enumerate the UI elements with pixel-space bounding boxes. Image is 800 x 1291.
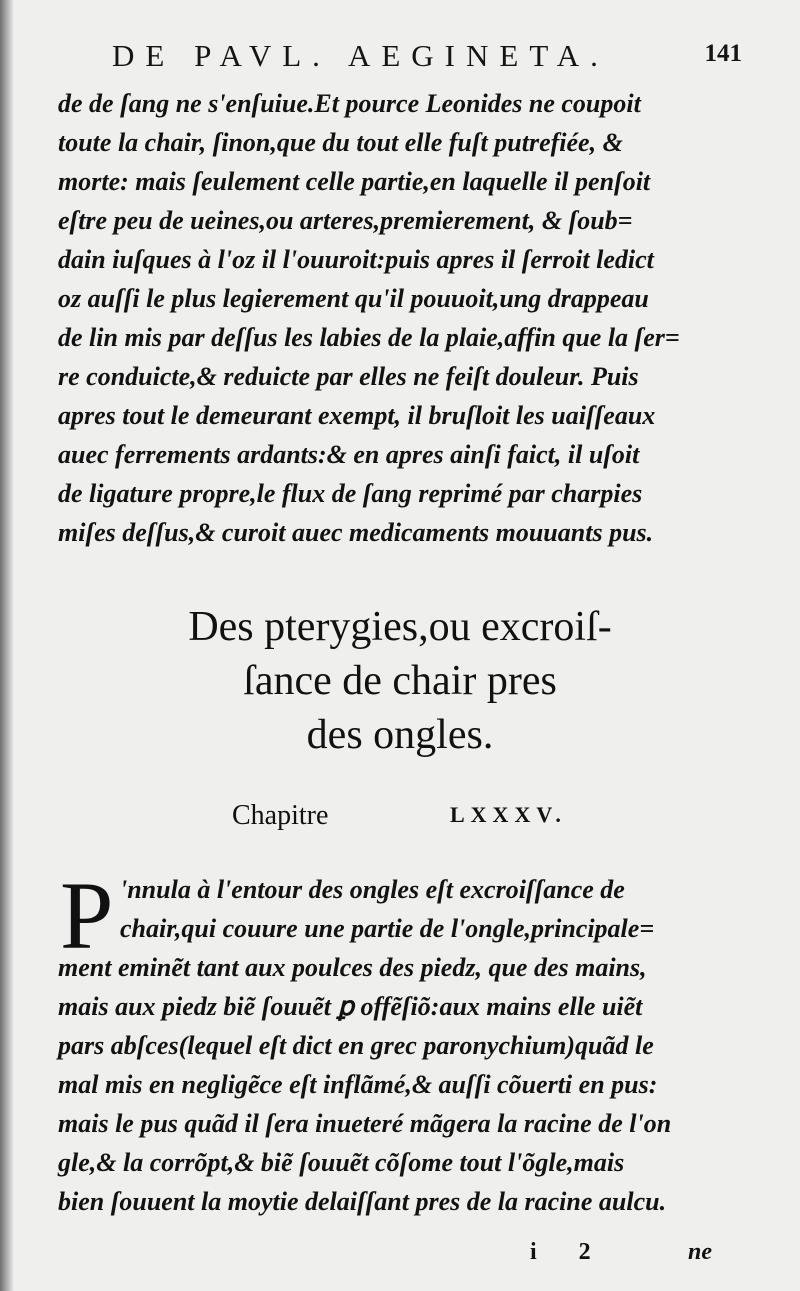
chapter-number: LXXXV. — [450, 802, 567, 827]
text-line: miſes deſſus,& curoit auec medicaments mouuants pus. — [58, 518, 654, 547]
running-head: DE PAVL. AEGINETA. — [112, 38, 609, 73]
text-line: mal mis en negligẽce eſt inflãmé,& auſſi cõuerti en pus: — [58, 1070, 658, 1099]
drop-capital: P — [60, 862, 114, 969]
body-text-bottom — [58, 862, 738, 1221]
text-line: 'nnula à l'entour des ongles eſt excroiſſance de — [120, 875, 625, 904]
section-heading — [60, 600, 740, 762]
heading-line: des ongles. — [306, 712, 494, 758]
heading-line: ſance de chair pres — [243, 658, 557, 704]
text-line: de de ſang ne s'enſuiue.Et pource Leonides ne coupoit — [58, 89, 641, 118]
page-header — [62, 38, 742, 82]
chapter-word: Chapitre — [232, 800, 329, 831]
text-line: bien ſouuent la moytie delaiſſant pres de la racine aulcu. — [58, 1187, 667, 1216]
text-line: toute la chair, ſinon,que du tout elle fuſt putrefiée, & — [58, 128, 623, 157]
text-line: de lin mis par deſſus les labies de la plaie,affin que la ſer= — [58, 323, 680, 352]
page-number: 141 — [704, 40, 742, 67]
text-line: auec ferrements ardants:& en apres ainſi faict, il uſoit — [58, 440, 640, 469]
text-line: morte: mais ſeulement celle partie,en laquelle il penſoit — [58, 167, 651, 196]
heading-line: Des pterygies,ou excroiſ- — [188, 604, 612, 650]
body-text-top — [58, 84, 738, 552]
text-line: apres tout le demeurant exempt, il bruſloit les uaiſſeaux — [58, 401, 656, 430]
signature-mark: i 2 — [530, 1239, 609, 1265]
text-line: gle,& la corrõpt,& biẽ ſouuẽt cõſome tout l'õgle,mais — [58, 1148, 625, 1177]
text-line: pars abſces(lequel eſt dict en grec paronychium)quãd le — [58, 1031, 654, 1060]
text-line: oz auſſi le plus legierement qu'il pouuoit,ung drappeau — [58, 284, 649, 313]
chapter-label — [232, 800, 652, 840]
text-line: chair,qui couure une partie de l'ongle,principale= — [120, 914, 655, 943]
catchword: ne — [688, 1239, 712, 1265]
text-line: mais le pus quãd il ſera inueteré mãgera la racine de l'on — [58, 1109, 672, 1138]
text-line: mais aux piedz biẽ ſouuẽt ꝑ offẽſiõ:aux mains elle uiẽt — [58, 992, 643, 1021]
gutter-shadow — [0, 0, 14, 1291]
text-line: de ligature propre,le flux de ſang reprimé par charpies — [58, 479, 643, 508]
text-line: eſtre peu de ueines,ou arteres,premierement, & ſoub= — [58, 206, 633, 235]
text-line: re conduicte,& reduicte par elles ne feiſt douleur. Puis — [58, 362, 639, 391]
text-line: ment eminẽt tant aux poulces des piedz, que des mains, — [58, 953, 647, 982]
text-line: dain iuſques à l'oz il l'ouuroit:puis apres il ſerroit ledict — [58, 245, 654, 274]
